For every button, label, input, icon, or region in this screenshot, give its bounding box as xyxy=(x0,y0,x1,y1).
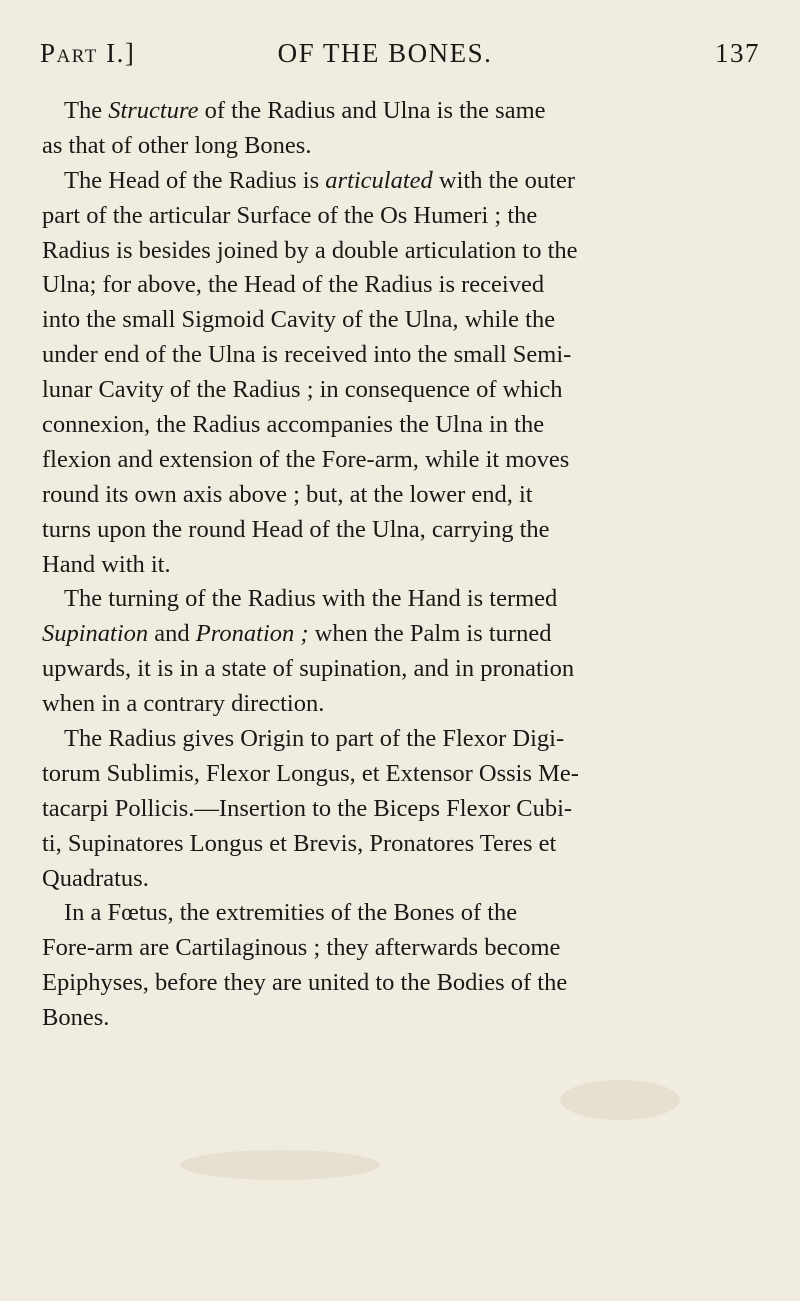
text-run: and xyxy=(148,620,196,648)
italic-term: articulated xyxy=(325,166,433,194)
paragraph-first-line xyxy=(42,164,758,199)
italic-term: Supination xyxy=(42,620,149,648)
paragraph-first-line xyxy=(42,896,758,931)
text-run: under end of the Ulna is received into the small Semi- xyxy=(42,341,572,369)
text-run: The xyxy=(64,97,109,124)
paragraph-first-line xyxy=(42,722,758,757)
paragraph-first-line xyxy=(42,94,758,129)
text-run: In a Fœtus, the extremities of the Bones of the xyxy=(64,899,518,927)
text-run: lunar Cavity of the Radius ; in consequence of which xyxy=(42,376,563,404)
italic-term: Pronation ; xyxy=(195,620,309,648)
text-line xyxy=(42,617,758,652)
paper-stain xyxy=(180,1150,380,1180)
text-run: The Radius gives Origin to part of the Flexor Digi- xyxy=(64,725,565,753)
text-line xyxy=(42,199,758,234)
text-line xyxy=(42,827,758,862)
text-run: Epiphyses, before they are united to the Bodies of the xyxy=(42,969,568,997)
text-line xyxy=(42,338,758,373)
text-line xyxy=(42,687,758,722)
text-line xyxy=(42,373,758,408)
body-text xyxy=(42,94,758,1036)
text-line xyxy=(42,652,758,687)
text-run: Fore-arm are Cartilaginous ; they afterwards become xyxy=(42,934,561,962)
text-line xyxy=(42,408,758,443)
text-run: flexion and extension of the Fore-arm, while it moves xyxy=(42,445,570,473)
page-number: 137 xyxy=(715,38,760,68)
text-run: torum Sublimis, Flexor Longus, et Extensor Ossis Me- xyxy=(42,759,579,787)
text-run: into the small Sigmoid Cavity of the Ulna, while the xyxy=(42,306,556,334)
text-run: Radius is besides joined by a double articulation to the xyxy=(42,236,578,264)
text-run: tacarpi Pollicis.—Insertion to the Biceps Flexor Cubi- xyxy=(42,794,573,822)
text-run: The turning of the Radius with the Hand is termed xyxy=(64,585,558,613)
text-run: round its own axis above ; but, at the lower end, it xyxy=(42,480,533,508)
text-run: when in a contrary direction. xyxy=(42,690,325,718)
text-line xyxy=(42,129,758,164)
text-line xyxy=(42,234,758,269)
text-line xyxy=(42,443,758,478)
text-line xyxy=(42,303,758,338)
paper-stain xyxy=(560,1080,680,1120)
paragraph-first-line xyxy=(42,582,758,617)
text-line xyxy=(42,931,758,966)
text-run: turns upon the round Head of the Ulna, carrying the xyxy=(42,515,550,543)
text-run: Hand with it. xyxy=(42,550,171,578)
text-run: upwards, it is in a state of supination, and in pronation xyxy=(42,655,575,683)
text-run: with the outer xyxy=(432,166,575,194)
text-run: The Head of the Radius is xyxy=(64,166,326,194)
text-line xyxy=(42,862,758,897)
text-line xyxy=(42,1001,758,1036)
text-run: connexion, the Radius accompanies the Ulna in the xyxy=(42,411,545,439)
text-line xyxy=(42,268,758,303)
text-line xyxy=(42,757,758,792)
text-line xyxy=(42,478,758,513)
text-run: when the Palm is turned xyxy=(308,620,552,648)
italic-term: Structure xyxy=(108,97,199,124)
running-header xyxy=(40,38,760,78)
text-run: part of the articular Surface of the Os Humeri ; the xyxy=(42,201,538,229)
header-title: OF THE BONES. xyxy=(277,38,493,68)
text-run: Ulna; for above, the Head of the Radius is received xyxy=(42,271,545,299)
text-run: ti, Supinatores Longus et Brevis, Pronatores Teres et xyxy=(42,829,557,857)
text-line xyxy=(42,792,758,827)
text-run: as that of other long Bones. xyxy=(42,131,312,159)
text-run: of the Radius and Ulna is the same xyxy=(198,97,546,124)
text-line xyxy=(42,548,758,583)
text-line xyxy=(42,513,758,548)
header-section: Part I.] xyxy=(40,38,136,68)
text-line xyxy=(42,966,758,1001)
text-run: Bones. xyxy=(42,1004,110,1032)
text-run: Quadratus. xyxy=(42,864,149,892)
